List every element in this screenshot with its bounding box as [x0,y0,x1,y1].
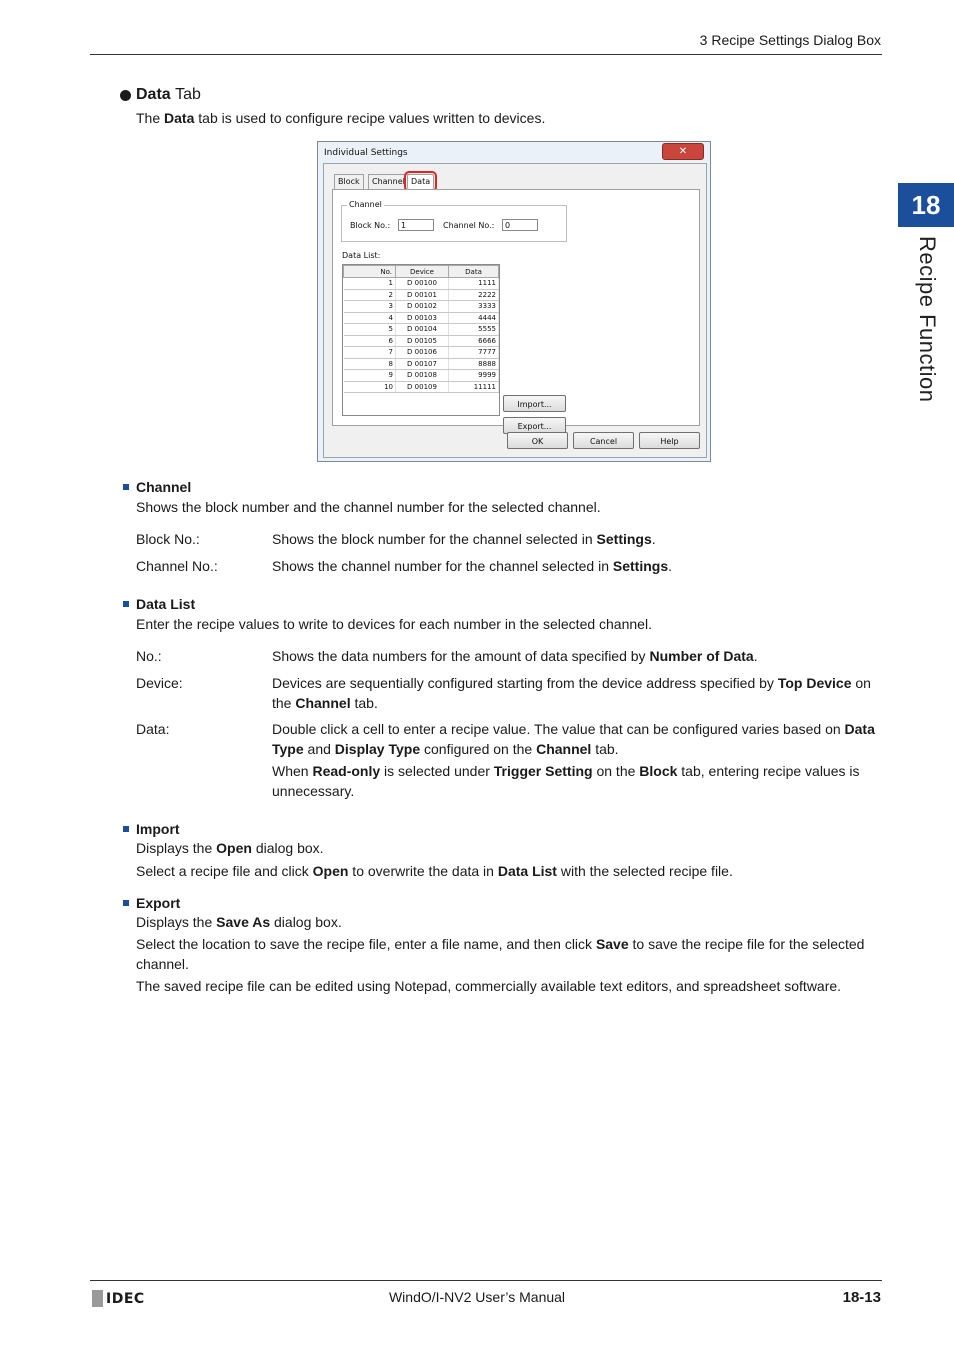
channel-no-field[interactable]: 0 [502,219,538,231]
data-list-heading: Data List [123,596,195,612]
cell-device[interactable]: D 00104 [396,324,449,336]
idec-logo: IDEC [92,1290,145,1307]
square-bullet-icon [123,900,129,906]
table-row[interactable] [344,381,499,393]
square-bullet-icon [123,484,129,490]
header-rule [90,54,882,55]
channel-no-term: Channel No.: [136,558,218,574]
cell-no[interactable]: 10 [344,381,396,393]
page-number: 18-13 [842,1289,881,1306]
cell-data[interactable]: 2222 [449,289,499,301]
table-row[interactable] [344,335,499,347]
data-list-description: Enter the recipe values to write to devices for each number in the selected channel. [136,616,652,632]
channel-heading: Channel [123,479,191,495]
export-button[interactable]: Export... [503,417,566,434]
export-line-2: Select the location to save the recipe file, enter a file name, and then click Save to save the recipe file for the selected channel. [136,936,865,972]
manual-title: WindO/I-NV2 User’s Manual [388,1289,566,1305]
footer-rule [90,1280,882,1281]
cell-data[interactable]: 9999 [449,370,499,382]
channel-no-definition: Shows the channel number for the channel selected in Settings. [272,558,673,574]
device-term: Device: [136,675,183,691]
data-definition: Double click a cell to enter a recipe value. The value that can be configured varies based on Data Type and Display Type configured on the Channel tab. [272,721,875,757]
table-row[interactable] [344,370,499,382]
import-button[interactable]: Import... [503,395,566,412]
table-row[interactable] [344,301,499,313]
cell-no[interactable]: 4 [344,312,396,324]
cell-no[interactable]: 2 [344,289,396,301]
bullet-circle-icon [120,90,131,101]
data-term: Data: [136,721,170,737]
cell-data[interactable]: 1111 [449,278,499,290]
column-header-data[interactable]: Data [449,266,499,278]
tab-data[interactable]: Data [407,174,434,189]
cell-no[interactable]: 9 [344,370,396,382]
cell-no[interactable]: 6 [344,335,396,347]
column-header-no[interactable]: No. [344,266,396,278]
block-no-label: Block No.: [350,221,391,230]
channel-group-label: Channel [349,200,382,209]
cell-data[interactable]: 11111 [449,381,499,393]
intro-paragraph: The Data tab is used to configure recipe values written to devices. [136,110,546,126]
table-row[interactable] [344,347,499,359]
channel-description: Shows the block number and the channel number for the selected channel. [136,499,601,515]
tab-block[interactable]: Block [334,174,364,189]
export-heading: Export [123,895,180,911]
help-button[interactable]: Help [639,432,700,449]
cell-device[interactable]: D 00109 [396,381,449,393]
table-row[interactable] [344,312,499,324]
import-line-2: Select a recipe file and click Open to overwrite the data in Data List with the selected recipe file. [136,863,733,879]
no-term: No.: [136,648,162,664]
chapter-title-side: Recipe Function [915,236,940,403]
data-list-label: Data List: [342,251,381,260]
cell-data[interactable]: 5555 [449,324,499,336]
chapter-number-tab: 18 [898,183,954,227]
cell-data[interactable]: 7777 [449,347,499,359]
cell-data[interactable]: 4444 [449,312,499,324]
export-line-1: Displays the Save As dialog box. [136,914,342,930]
block-no-definition: Shows the block number for the channel selected in Settings. [272,531,656,547]
block-no-field[interactable]: 1 [398,219,434,231]
cell-device[interactable]: D 00102 [396,301,449,313]
table-row[interactable] [344,278,499,290]
individual-settings-dialog [317,141,711,462]
cell-device[interactable]: D 00108 [396,370,449,382]
square-bullet-icon [123,826,129,832]
cell-device[interactable]: D 00101 [396,289,449,301]
table-row[interactable] [344,358,499,370]
section-title-bold: Data [136,86,171,103]
channel-groupbox [341,200,567,242]
data-tab-panel [332,189,700,431]
no-definition: Shows the data numbers for the amount of data specified by Number of Data. [272,648,758,664]
cell-no[interactable]: 8 [344,358,396,370]
table-row[interactable] [344,324,499,336]
close-icon[interactable]: ✕ [662,143,704,160]
dialog-body [323,163,707,458]
cell-data[interactable]: 3333 [449,301,499,313]
cell-device[interactable]: D 00107 [396,358,449,370]
cell-no[interactable]: 5 [344,324,396,336]
import-heading: Import [123,821,180,837]
cell-no[interactable]: 1 [344,278,396,290]
section-title-rest: Tab [175,86,201,103]
import-line-1: Displays the Open dialog box. [136,840,324,856]
data-note: When Read-only is selected under Trigger Setting on the Block tab, entering recipe values is unnecessary. [272,763,860,799]
block-no-term: Block No.: [136,531,200,547]
section-title [120,86,201,104]
data-list-grid[interactable] [342,264,500,416]
cell-device[interactable]: D 00103 [396,312,449,324]
ok-button[interactable]: OK [507,432,568,449]
cell-no[interactable]: 3 [344,301,396,313]
cell-no[interactable]: 7 [344,347,396,359]
device-definition: Devices are sequentially configured starting from the device address specified by Top Device on the Channel tab. [272,675,871,711]
tab-channel[interactable]: Channel [368,174,409,189]
cell-device[interactable]: D 00105 [396,335,449,347]
column-header-device[interactable]: Device [396,266,449,278]
export-line-3: The saved recipe file can be edited using Notepad, commercially available text editors, and spreadsheet software. [136,978,842,994]
cell-data[interactable]: 8888 [449,358,499,370]
cell-data[interactable]: 6666 [449,335,499,347]
cell-device[interactable]: D 00106 [396,347,449,359]
cell-device[interactable]: D 00100 [396,278,449,290]
channel-no-label: Channel No.: [443,221,495,230]
cancel-button[interactable]: Cancel [573,432,634,449]
table-row[interactable] [344,289,499,301]
running-header: 3 Recipe Settings Dialog Box [699,32,881,48]
dialog-title: Individual Settings [324,148,408,158]
square-bullet-icon [123,601,129,607]
